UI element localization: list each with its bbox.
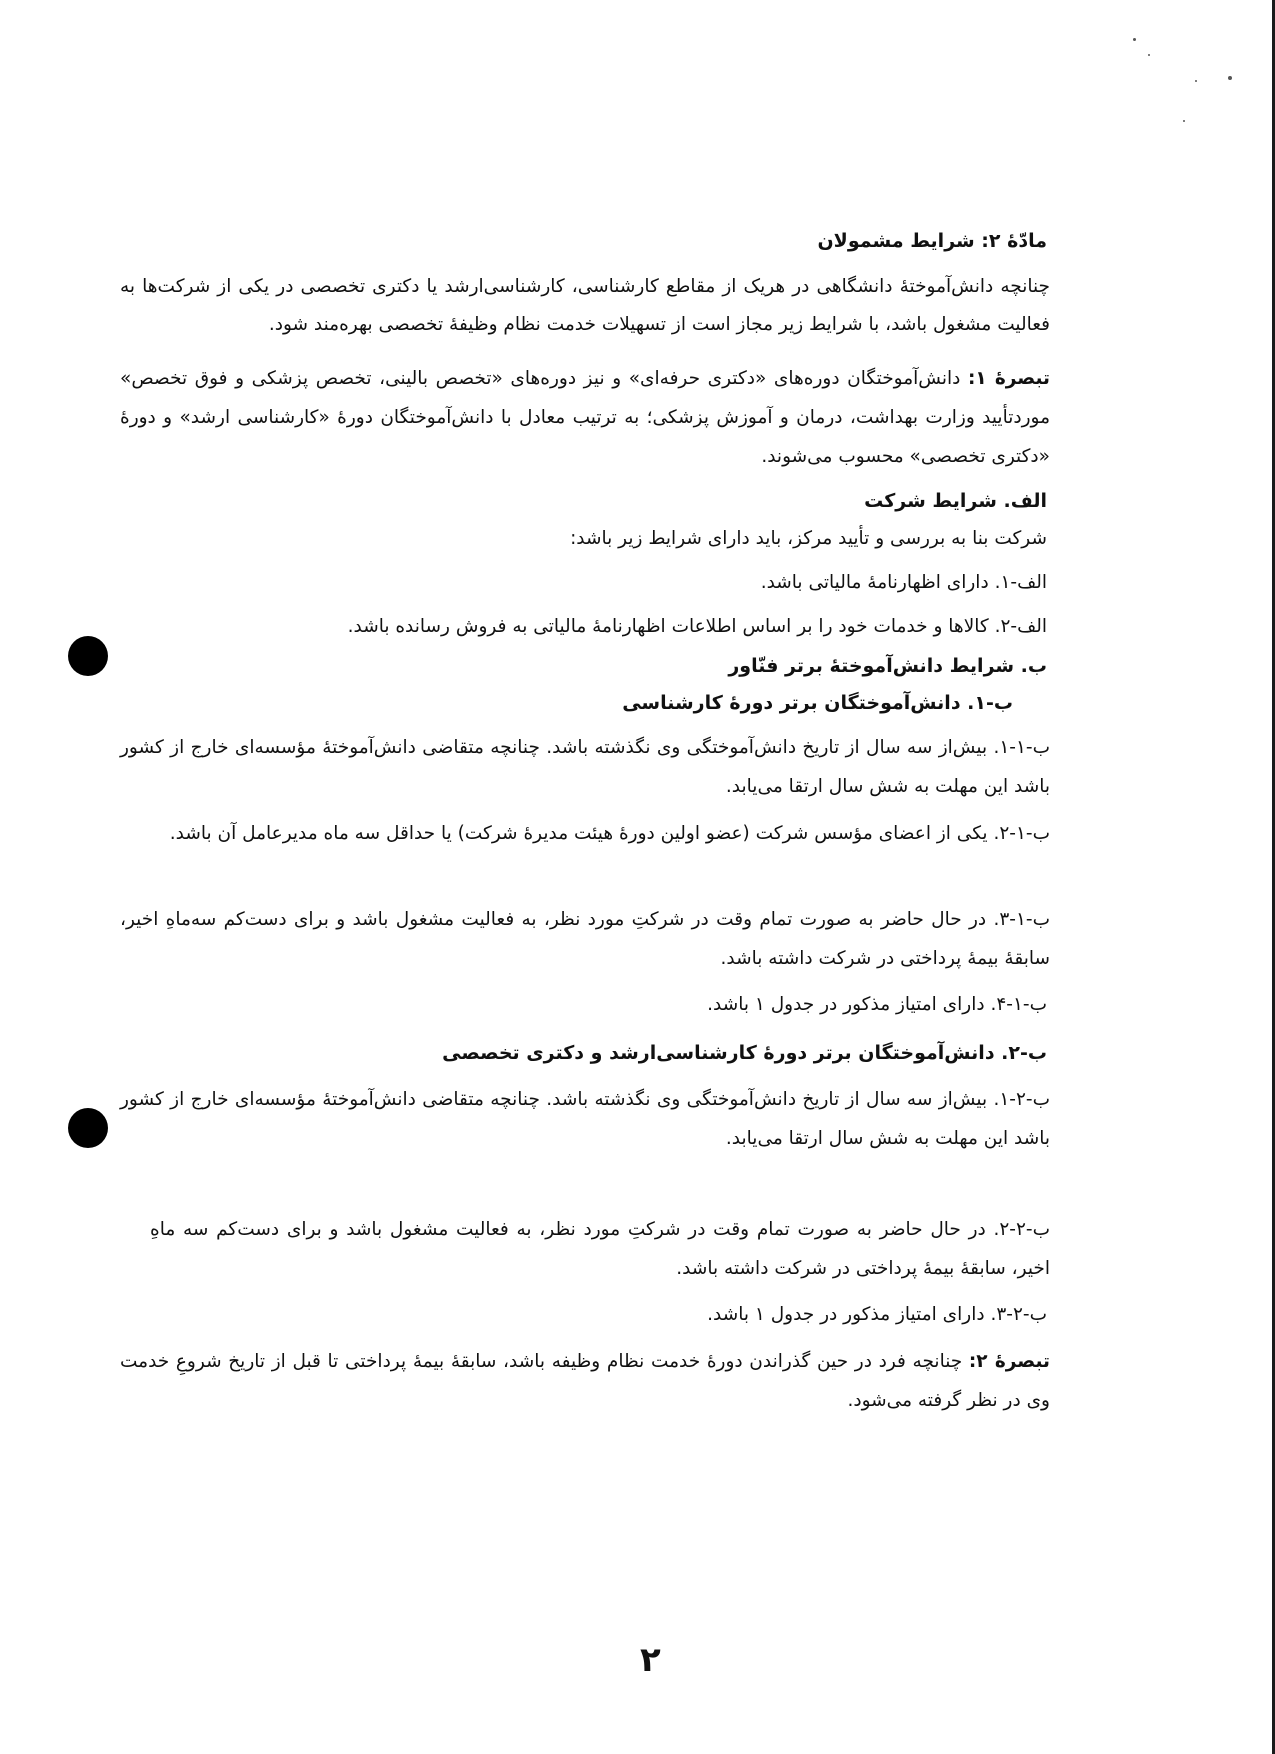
scan-speck [1183,120,1185,122]
section-b1-item: ب-۱-۳. در حال حاضر به صورت تمام وقت در شرکتِ مورد نظر، به فعالیت مشغول باشد و برای دست‌کم سه‌ماهِ اخیر، سابقهٔ بیمهٔ پرداختی در شرکت داشته باشد. [120,909,1050,969]
article-title: مادّهٔ ۲: شرایط مشمولان [817,230,1047,252]
scan-speck [1228,76,1232,80]
note-2-text: چنانچه فرد در حین گذراندن دورهٔ خدمت نظام وظیفه باشد، سابقهٔ بیمهٔ پرداختی تا قبل از تاریخ شروعِ خدمت وی در نظر گرفته می‌شود. [120,1351,1050,1411]
section-a-lead: شرکت بنا به بررسی و تأیید مرکز، باید دارای شرایط زیر باشد: [570,528,1047,549]
section-a-heading: الف. شرایط شرکت [864,490,1047,512]
note-1-text: دانش‌آموختگان دوره‌های «دکتری حرفه‌ای» و نیز دوره‌های «تخصص بالینی، تخصص پزشکی و فوق تخصص» موردتأیید وزارت بهداشت، درمان و آموزش پزشکی؛ به ترتیب معادل با دانش‌آموختگان دورهٔ «کارشناسی ارشد» و دورهٔ «دکتری تخصصی» محسوب می‌شوند. [120,368,1050,467]
section-b1-heading: ب-۱. دانش‌آموختگان برتر دورهٔ کارشناسی [622,692,1013,714]
section-b1-item: ب-۱-۱. بیش‌از سه سال از تاریخ دانش‌آموختگی وی نگذشته باشد. چنانچه متقاضی دانش‌آموختهٔ مؤسسه‌ای خارج از کشور باشد این مهلت به شش سال ارتقا می‌یابد. [120,737,1050,797]
punch-hole [68,1108,108,1148]
note-2-label: تبصرهٔ ۲: [968,1351,1050,1372]
scan-speck [1148,54,1150,56]
page-number: ۲ [640,1640,661,1680]
note-1-label: تبصرهٔ ۱: [967,368,1050,389]
section-b2-item: ب-۲-۳. دارای امتیاز مذکور در جدول ۱ باشد. [707,1304,1047,1325]
section-a-item: الف-۲. کالاها و خدمات خود را بر اساس اطلاعات اظهارنامهٔ مالیاتی به فروش رسانده باشد. [347,616,1047,637]
note-2 [120,1342,1050,1420]
article-intro: چنانچه دانش‌آموختهٔ دانشگاهی در هریک از مقاطع کارشناسی، کارشناسی‌ارشد یا دکتری تخصصی در یکی از شرکت‌ها به فعالیت مشغول باشد، با شرایط زیر مجاز است از تسهیلات خدمت نظام وظیفهٔ تخصصی بهره‌مند شود. [120,276,1050,335]
note-1 [120,359,1050,476]
section-b1-item: ب-۱-۲. یکی از اعضای مؤسس شرکت (عضو اولین دورهٔ هیئت مدیرهٔ شرکت) یا حداقل سه ماه مدیرعامل آن باشد. [169,823,1050,844]
scan-speck [1195,80,1197,82]
section-b2-item: ب-۲-۲. در حال حاضر به صورت تمام وقت در شرکتِ مورد نظر، به فعالیت مشغول باشد و برای دست‌کم سه ماهِ اخیر، سابقهٔ بیمهٔ پرداختی در شرکت داشته باشد. [150,1219,1050,1279]
section-b-heading: ب. شرایط دانش‌آموختهٔ برتر فنّاور [728,655,1047,677]
section-b2-item: ب-۲-۱. بیش‌از سه سال از تاریخ دانش‌آموختگی وی نگذشته باشد. چنانچه متقاضی دانش‌آموختهٔ مؤسسه‌ای خارج از کشور باشد این مهلت به شش سال ارتقا می‌یابد. [120,1089,1050,1149]
section-b1-item: ب-۱-۴. دارای امتیاز مذکور در جدول ۱ باشد. [707,994,1047,1015]
punch-hole [68,636,108,676]
section-b2-heading: ب-۲. دانش‌آموختگان برتر دورهٔ کارشناسی‌ارشد و دکتری تخصصی [442,1042,1047,1064]
section-a-item: الف-۱. دارای اظهارنامهٔ مالیاتی باشد. [760,572,1047,593]
scan-speck [1133,38,1136,41]
